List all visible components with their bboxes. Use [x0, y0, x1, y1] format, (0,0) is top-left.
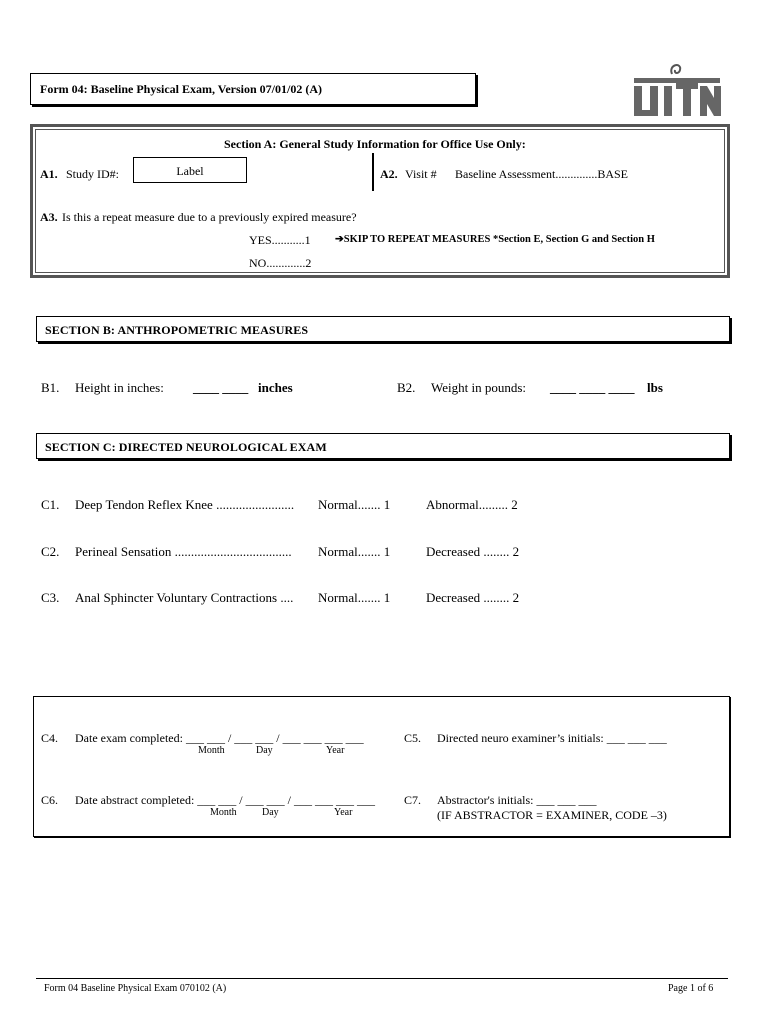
- uitn-logo: [628, 60, 724, 120]
- section-a-heading: Section A: General Study Information for Office Use Only:: [224, 137, 526, 151]
- height-input[interactable]: ____ ____: [193, 380, 249, 395]
- a1-label: Study ID#:: [66, 167, 120, 181]
- c2-option-decreased[interactable]: Decreased ........ 2: [426, 544, 520, 559]
- c2-number: C2.: [41, 544, 60, 559]
- c6-number: C6.: [41, 793, 59, 807]
- page-number: Page 1 of 6: [668, 983, 714, 994]
- a3-yes-option[interactable]: YES...........1: [249, 233, 311, 247]
- c6-year-label: Year: [334, 807, 353, 818]
- c2-label: Perineal Sensation ....................................: [75, 544, 292, 559]
- c2-option-normal[interactable]: Normal....... 1: [318, 544, 391, 559]
- c1-label: Deep Tendon Reflex Knee ........................: [75, 497, 295, 512]
- c3-label: Anal Sphincter Voluntary Contractions ....: [75, 590, 294, 605]
- footer-divider: [36, 978, 728, 979]
- c1-option-abnormal[interactable]: Abnormal......... 2: [426, 497, 518, 512]
- a2-number: A2.: [380, 167, 398, 181]
- b1-unit: inches: [258, 380, 293, 395]
- form-title-box: [30, 73, 476, 105]
- c7-number: C7.: [404, 793, 422, 807]
- c4-month-label: Month: [198, 745, 225, 756]
- c4-date-field[interactable]: Date exam completed: ___ ___ / ___ ___ / ___ ___ ___ ___: [75, 731, 364, 745]
- section-b-header: [36, 316, 730, 342]
- c6-day-label: Day: [262, 807, 279, 818]
- b2-label: Weight in pounds:: [431, 380, 527, 395]
- c3-option-normal[interactable]: Normal....... 1: [318, 590, 391, 605]
- c7-note: (IF ABSTRACTOR = EXAMINER, CODE –3): [437, 808, 667, 822]
- a2-value: Baseline Assessment..............BASE: [455, 167, 628, 181]
- skip-instruction: ➔SKIP TO REPEAT MEASURES *Section E, Section G and Section H: [335, 234, 655, 245]
- weight-input[interactable]: ____ ____ ____: [550, 380, 635, 395]
- c6-month-label: Month: [210, 807, 237, 818]
- a3-no-option[interactable]: NO.............2: [249, 256, 312, 270]
- b1-label: Height in inches:: [75, 380, 164, 395]
- c4-day-label: Day: [256, 745, 273, 756]
- c4-number: C4.: [41, 731, 59, 745]
- study-id-value: Label: [176, 164, 204, 178]
- a1-number: A1.: [40, 167, 58, 181]
- section-c-header: [36, 433, 730, 459]
- c3-option-decreased[interactable]: Decreased ........ 2: [426, 590, 520, 605]
- section-c-heading: SECTION C: DIRECTED NEUROLOGICAL EXAM: [45, 440, 327, 454]
- c4-year-label: Year: [326, 745, 345, 756]
- b2-unit: lbs: [647, 380, 663, 395]
- c6-date-field[interactable]: Date abstract completed: ___ ___ / ___ ___ / ___ ___ ___ ___: [75, 793, 375, 807]
- c1-option-normal[interactable]: Normal....... 1: [318, 497, 391, 512]
- c5-initials-field[interactable]: Directed neuro examiner’s initials: ___ ___ ___: [437, 731, 667, 745]
- c3-number: C3.: [41, 590, 60, 605]
- a2-label: Visit #: [405, 167, 437, 181]
- study-id-field[interactable]: [133, 157, 247, 183]
- footer-form-name: Form 04 Baseline Physical Exam 070102 (A): [44, 983, 227, 994]
- b1-number: B1.: [41, 380, 60, 395]
- c5-number: C5.: [404, 731, 422, 745]
- a3-number: A3.: [40, 210, 58, 224]
- a3-question: Is this a repeat measure due to a previously expired measure?: [62, 210, 357, 224]
- form-title: Form 04: Baseline Physical Exam, Version 07/01/02 (A): [40, 82, 322, 96]
- section-b-heading: SECTION B: ANTHROPOMETRIC MEASURES: [45, 323, 309, 337]
- b2-number: B2.: [397, 380, 416, 395]
- c7-initials-field[interactable]: Abstractor's initials: ___ ___ ___: [437, 793, 597, 807]
- divider: [372, 153, 374, 191]
- c1-number: C1.: [41, 497, 60, 512]
